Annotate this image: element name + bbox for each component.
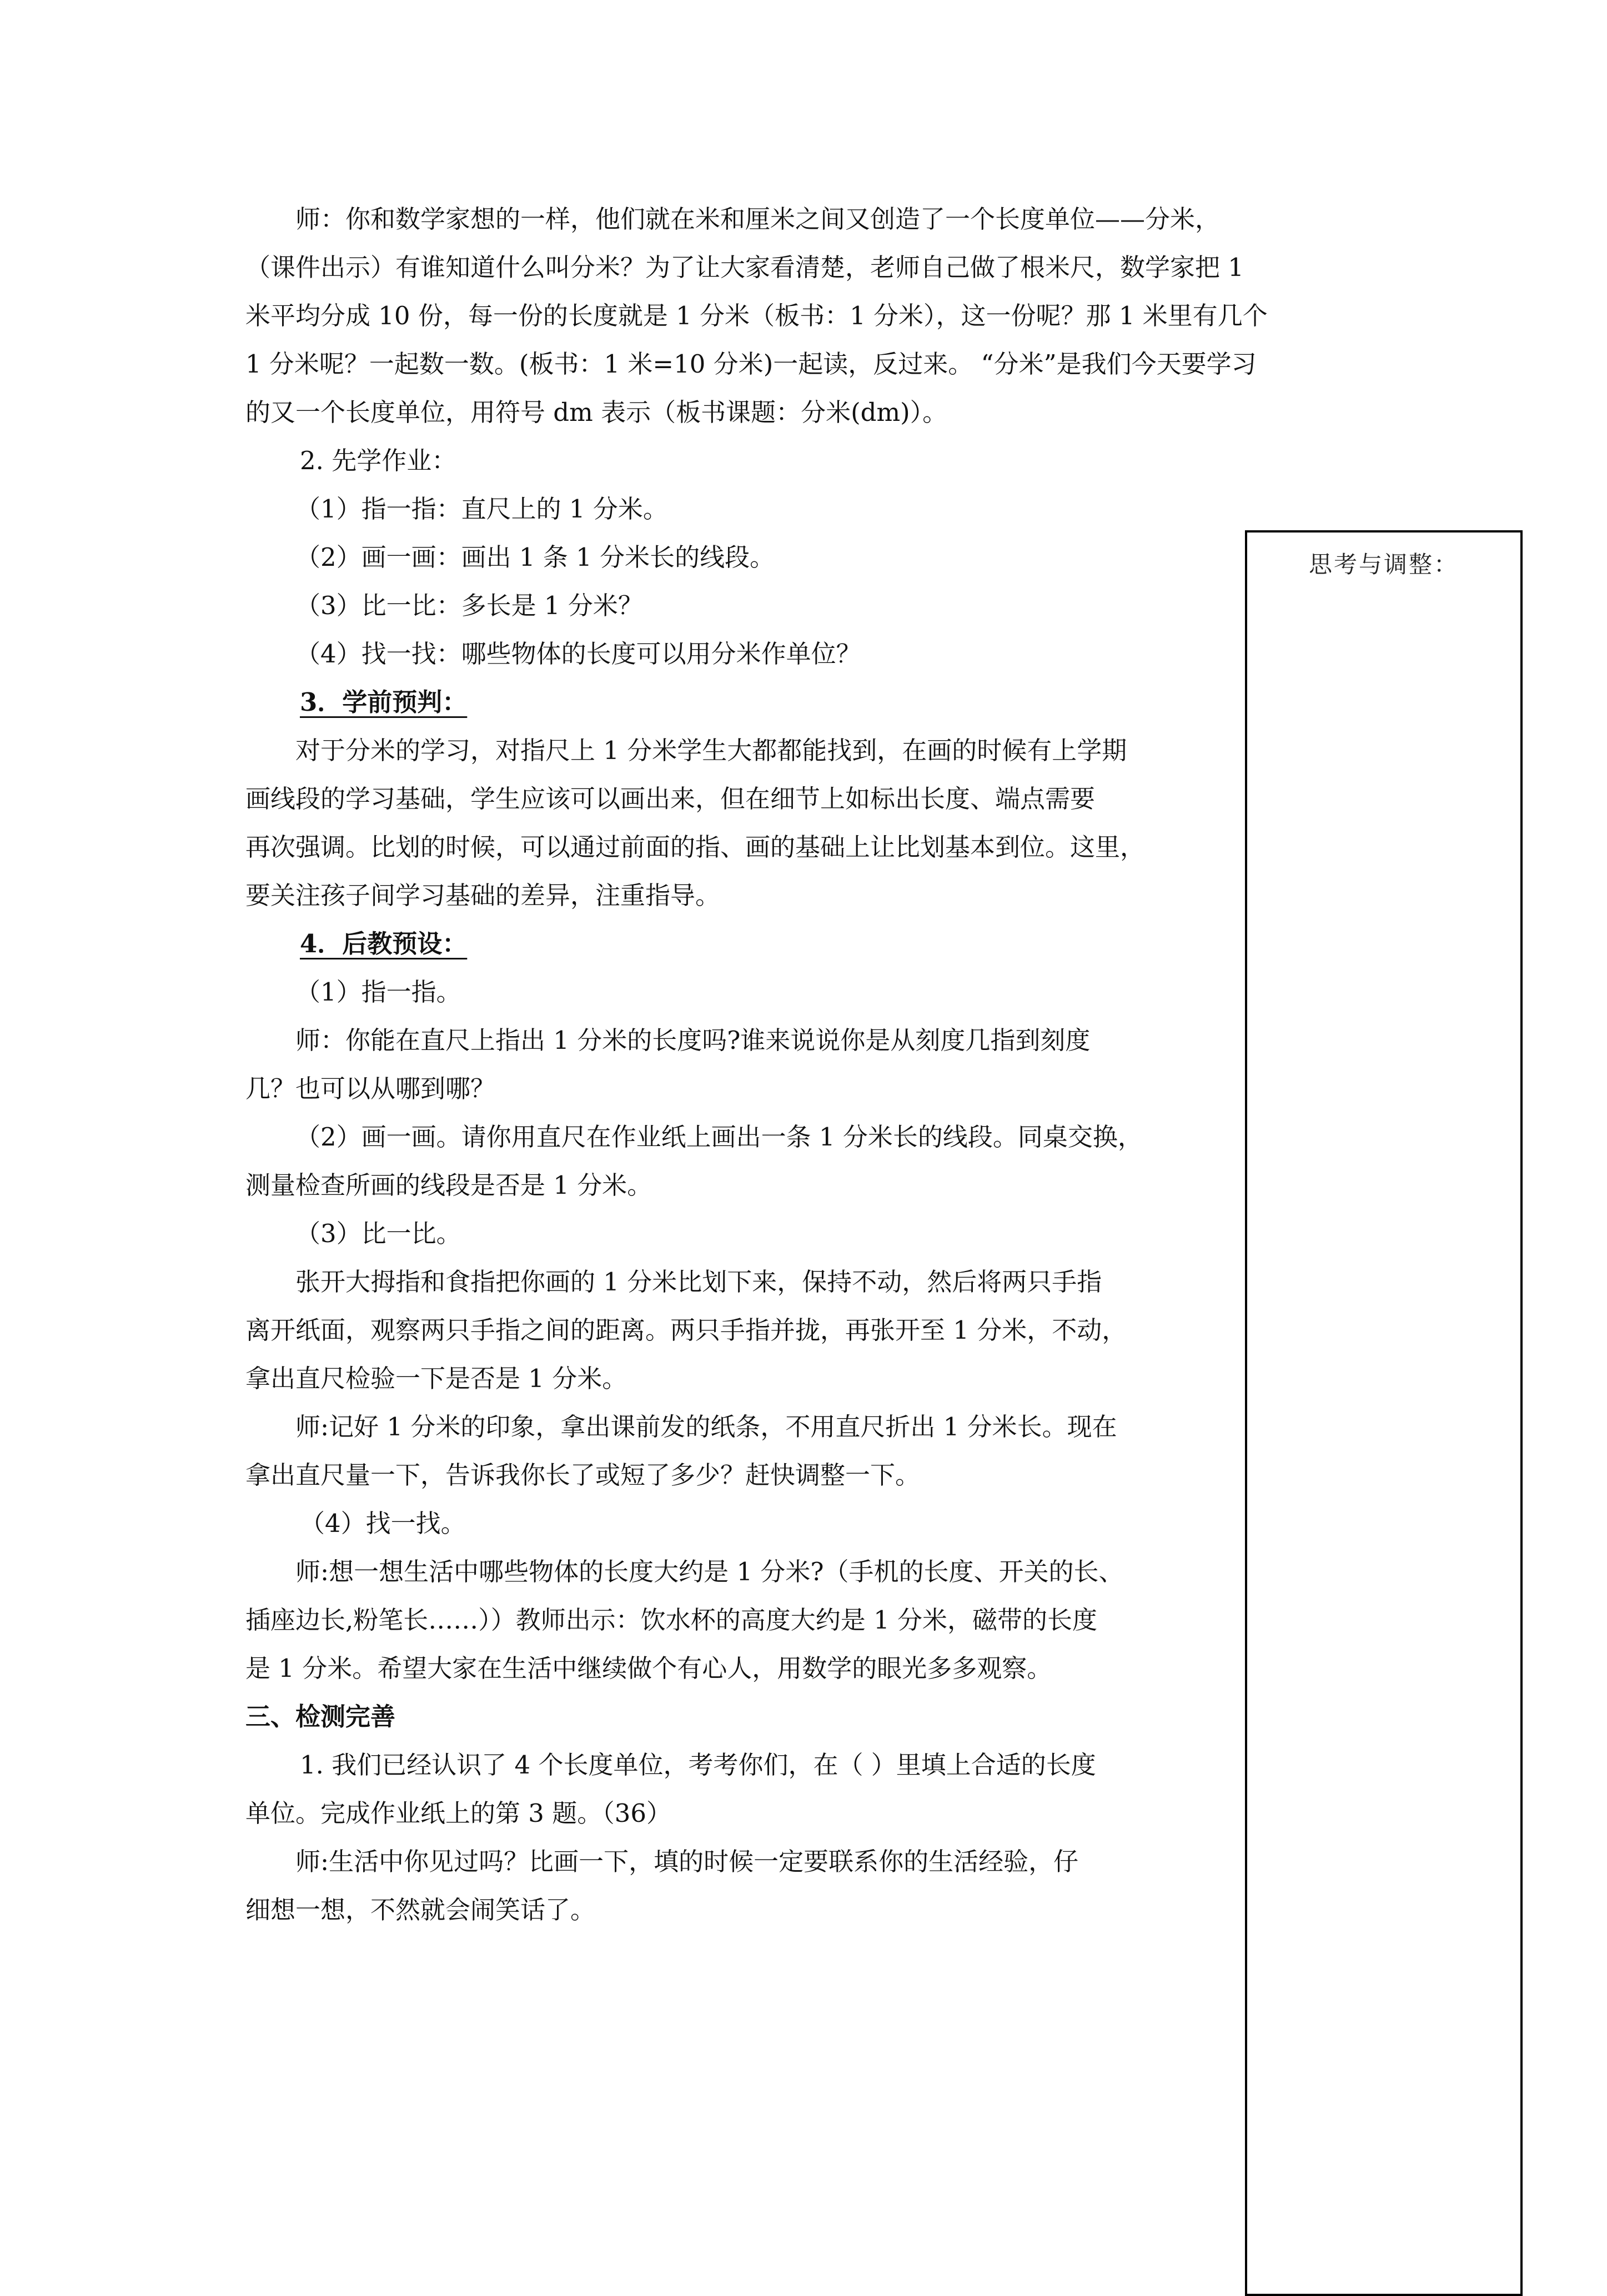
paragraph-line: 的又一个长度单位，用符号 dm 表示（板书课题：分米(dm)）。 (245, 398, 948, 427)
paragraph-line: 是 1 分米。希望大家在生活中继续做个有心人，用数学的眼光多多观察。 (245, 1654, 1052, 1683)
list-item: （4）找一找。 (300, 1509, 466, 1538)
paragraph-line: 米平均分成 10 份，每一份的长度就是 1 分米（板书：1 分米），这一份呢？那 1 米里有几个 (245, 301, 1268, 330)
list-item: （4）找一找：哪些物体的长度可以用分米作单位？ (295, 639, 861, 669)
paragraph-line: （2）画一画。请你用直尺在作业纸上画出一条 1 分米长的线段。同桌交换， (295, 1122, 1143, 1152)
paragraph-line: 师：你和数学家想的一样，他们就在米和厘米之间又创造了一个长度单位——分米， (295, 204, 1221, 234)
paragraph-line: 再次强调。比划的时候，可以通过前面的指、画的基础上让比划基本到位。这里， (245, 832, 1146, 862)
paragraph-line: 插座边长,粉笔长……））教师出示：饮水杯的高度大约是 1 分米，磁带的长度 (245, 1605, 1098, 1635)
paragraph-line: 师：你能在直尺上指出 1 分米的长度吗?谁来说说你是从刻度几指到刻度 (295, 1026, 1091, 1055)
reflection-box-title: 思考与调整： (1308, 551, 1459, 578)
paragraph-line: 1 分米呢？一起数一数。(板书：1 米=10 分米)一起读，反过来。 “分米”是我们今天要学习 (245, 349, 1257, 379)
paragraph-line: 师:生活中你见过吗？比画一下，填的时候一定要联系你的生活经验，仔 (295, 1847, 1079, 1876)
section-heading: 三、检测完善 (245, 1702, 396, 1731)
list-item: （3）比一比：多长是 1 分米？ (295, 591, 643, 620)
paragraph-line: 单位。完成作业纸上的第 3 题。（36） (245, 1798, 672, 1828)
paragraph-line: （课件出示）有谁知道什么叫分米？为了让大家看清楚，老师自己做了根米尺，数学家把 1 (245, 253, 1244, 282)
list-item: （1）指一指。 (295, 977, 461, 1007)
paragraph-line: 1. 我们已经认识了 4 个长度单位，考考你们，在（ ）里填上合适的长度 (300, 1750, 1096, 1780)
section-heading: 4．后教预设： (300, 929, 468, 958)
paragraph-line: 细想一想，不然就会闹笑话了。 (245, 1895, 596, 1925)
paragraph-line: 师:记好 1 分米的印象，拿出课前发的纸条，不用直尺折出 1 分米长。现在 (295, 1412, 1117, 1441)
paragraph-line: 师:想一想生活中哪些物体的长度大约是 1 分米?（手机的长度、开关的长、 (295, 1557, 1124, 1586)
paragraph-line: 对于分米的学习，对指尺上 1 分米学生大都都能找到，在画的时候有上学期 (295, 736, 1127, 765)
reflection-box (1245, 530, 1523, 2296)
paragraph-line: 画线段的学习基础，学生应该可以画出来，但在细节上如标出长度、端点需要 (245, 784, 1096, 813)
list-item: （3）比一比。 (295, 1219, 461, 1248)
paragraph-line: 要关注孩子间学习基础的差异，注重指导。 (245, 881, 721, 910)
paragraph-line: 离开纸面，观察两只手指之间的距离。两只手指并拢，再张开至 1 分米，不动， (245, 1315, 1127, 1345)
paragraph-line: 拿出直尺量一下，告诉我你长了或短了多少？赶快调整一下。 (245, 1460, 921, 1490)
paragraph-line: 几？也可以从哪到哪？ (245, 1074, 496, 1103)
section-heading: 2. 先学作业： (300, 446, 457, 475)
section-heading: 3．学前预判： (300, 687, 468, 717)
paragraph-line: 测量检查所画的线段是否是 1 分米。 (245, 1170, 652, 1200)
list-item: （2）画一画：画出 1 条 1 分米长的线段。 (295, 542, 775, 572)
paragraph-line: 拿出直尺检验一下是否是 1 分米。 (245, 1364, 627, 1393)
paragraph-line: 张开大拇指和食指把你画的 1 分米比划下来，保持不动，然后将两只手指 (295, 1267, 1102, 1297)
list-item: （1）指一指：直尺上的 1 分米。 (295, 494, 668, 524)
